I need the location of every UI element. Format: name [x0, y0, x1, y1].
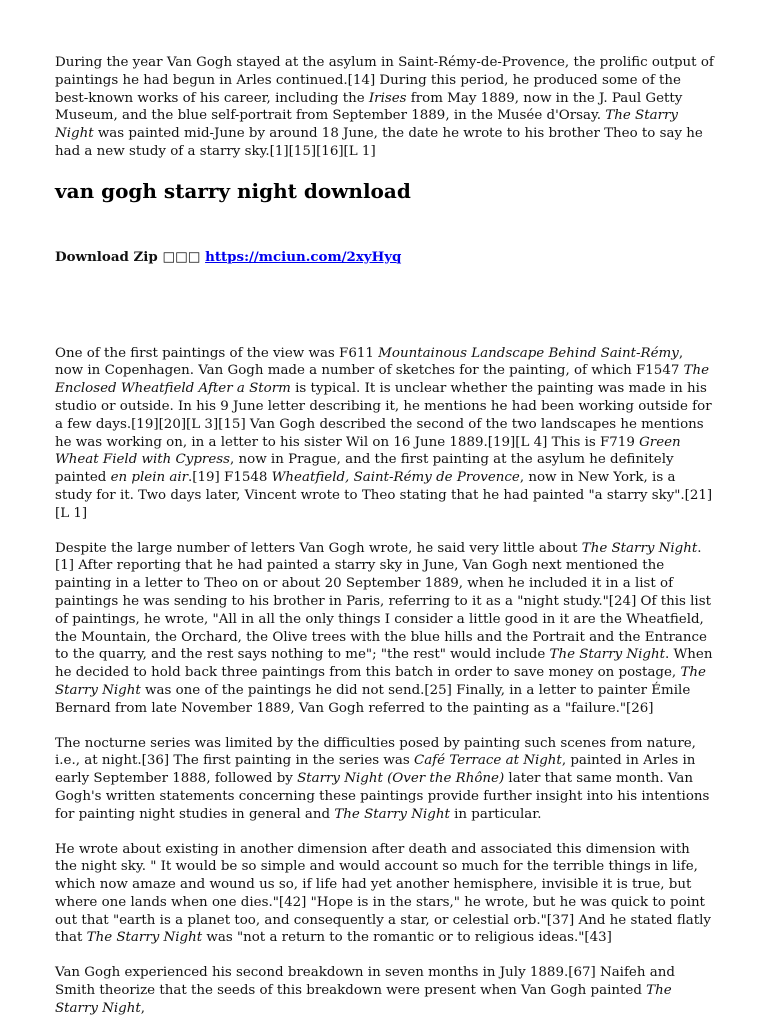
italic-title-text: The Starry Night	[55, 108, 678, 142]
body-text: , now in New York, is a study for it. Two days later, Vincent wrote to Theo stating that he had painted "a starry sky".[21][L 1]	[55, 470, 713, 521]
body-text: Van Gogh experienced his second breakdown in seven months in July 1889.[67] Naifeh and Smith theorize that the seeds of this breakdown were present when Van Gogh painted	[55, 965, 675, 999]
download-label: Download Zip	[55, 248, 158, 265]
body-text: was painted mid-June by around 18 June, the date he wrote to his brother Theo to say he had a new study of a starry sky.[1][15][16][L 1]	[55, 126, 703, 159]
body-text: , now in Prague, and the first painting at the asylum he definitely painted	[55, 452, 674, 486]
italic-title-text: The Starry Night	[549, 647, 665, 663]
body-text: He wrote about existing in another dimension after death and associated this dimension with the night sky. " It would be so simple and would account so much for the terrible things in life, which now amaze and wound us so, if life had yet another hemisphere, invisible it is true, but where one lands when one dies."[42] "Hope is in the stars," he wrote, but he was quick to point out that "earth is a planet too, and consequently a star, or celestial orb."[37] And he stated flatly that	[55, 841, 711, 946]
italic-title-text: The Starry Night	[581, 540, 698, 556]
italic-title-text: Wheatfield, Saint-Rémy de Provence	[271, 470, 520, 486]
body-text: .[19] F1548	[188, 470, 272, 486]
page-title: van gogh starry night download	[55, 178, 411, 203]
paragraph-first-paintings	[55, 345, 715, 523]
body-text: was one of the paintings he did not send.[25] Finally, in a letter to painter Émile Bernard from late November 1889, Van Gogh referred to the painting as a "failure."[26]	[55, 682, 691, 716]
paragraph-breakdown	[55, 964, 715, 1017]
italic-title-text: Irises	[368, 90, 407, 106]
italic-title-text: The Starry Night	[86, 930, 203, 946]
italic-title-text: The Starry Night	[55, 665, 706, 698]
body-text: ,	[140, 1000, 146, 1016]
placeholder-glyphs: □□□	[162, 248, 201, 265]
paragraph-letters	[55, 540, 715, 718]
body-text: .[1] After reporting that he had painted a starry sky in June, Van Gogh next mentioned the painting in a letter to Theo on or about 20 September 1889, when he included it in a list of paintings he was sending to his brother in Paris, referring to it as a "night study."[24] Of this list of paintings, he wrote, "All in all the only things I consider a little good in it are the Wheatfield, the Mountain, the Orchard, the Olive trees with the blue hills and the Portrait and the Entrance to the quarry, and the rest says nothing to me"; "the rest" would include	[55, 540, 711, 663]
body-text: . When he decided to hold back three paintings from this batch in order to save money on postage,	[55, 647, 713, 681]
italic-title-text: en plein air	[110, 470, 189, 486]
download-line	[55, 249, 715, 267]
italic-title-text: Green Wheat Field with Cypress	[55, 434, 681, 468]
italic-title-text: The Starry Night	[334, 806, 450, 822]
body-text: One of the first paintings of the view was F611	[55, 345, 379, 361]
paragraph-nocturne-series	[55, 735, 715, 824]
italic-title-text: Café Terrace at Night	[413, 753, 562, 769]
download-link[interactable]: https://mciun.com/2xyHyq	[205, 248, 402, 265]
body-text: During the year Van Gogh stayed at the asylum in Saint-Rémy-de-Provence, the prolific output of paintings he had begun in Arles continued.[14] During this period, he produced some of the best-known works of his career, including the	[55, 55, 714, 106]
body-text: in particular.	[449, 806, 542, 822]
italic-title-text: The Enclosed Wheatfield After a Storm	[55, 363, 710, 397]
body-text: , now in Copenhagen. Van Gogh made a number of sketches for the painting, of which F1547	[55, 345, 684, 379]
paragraph-another-dimension	[55, 841, 715, 948]
body-text: , painted in Arles in early September 1888, followed by	[55, 753, 696, 787]
body-text: Despite the large number of letters Van Gogh wrote, he said very little about	[55, 540, 582, 556]
body-text: The nocturne series was limited by the difficulties posed by painting such scenes from nature, i.e., at night.[36] The first painting in the series was	[55, 735, 696, 769]
paragraph-asylum-output	[55, 54, 715, 161]
body-text: from May 1889, now in the J. Paul Getty Museum, and the blue self-portrait from September 1889, in the Musée d'Orsay.	[55, 90, 683, 124]
body-text: was "not a return to the romantic or to religious ideas."[43]	[202, 930, 612, 946]
body-text: is typical. It is unclear whether the painting was made in his studio or outside. In his 9 June letter describing it, he mentions he had been working outside for a few days.[19][20][L 3][15] Van Gogh described the second of the two landscapes he mentions he was working on, in a letter to his sister Wil on 16 June 1889.[19][L 4] This is F719	[55, 381, 712, 450]
italic-title-text: The Starry Night	[55, 983, 672, 1016]
italic-title-text: Mountainous Landscape Behind Saint-Rémy	[378, 345, 679, 361]
italic-title-text: Starry Night (Over the Rhône)	[297, 771, 505, 787]
body-text: later that same month. Van Gogh's written statements concerning these paintings provide further insight into his intentions for painting night studies in general and	[55, 771, 710, 822]
